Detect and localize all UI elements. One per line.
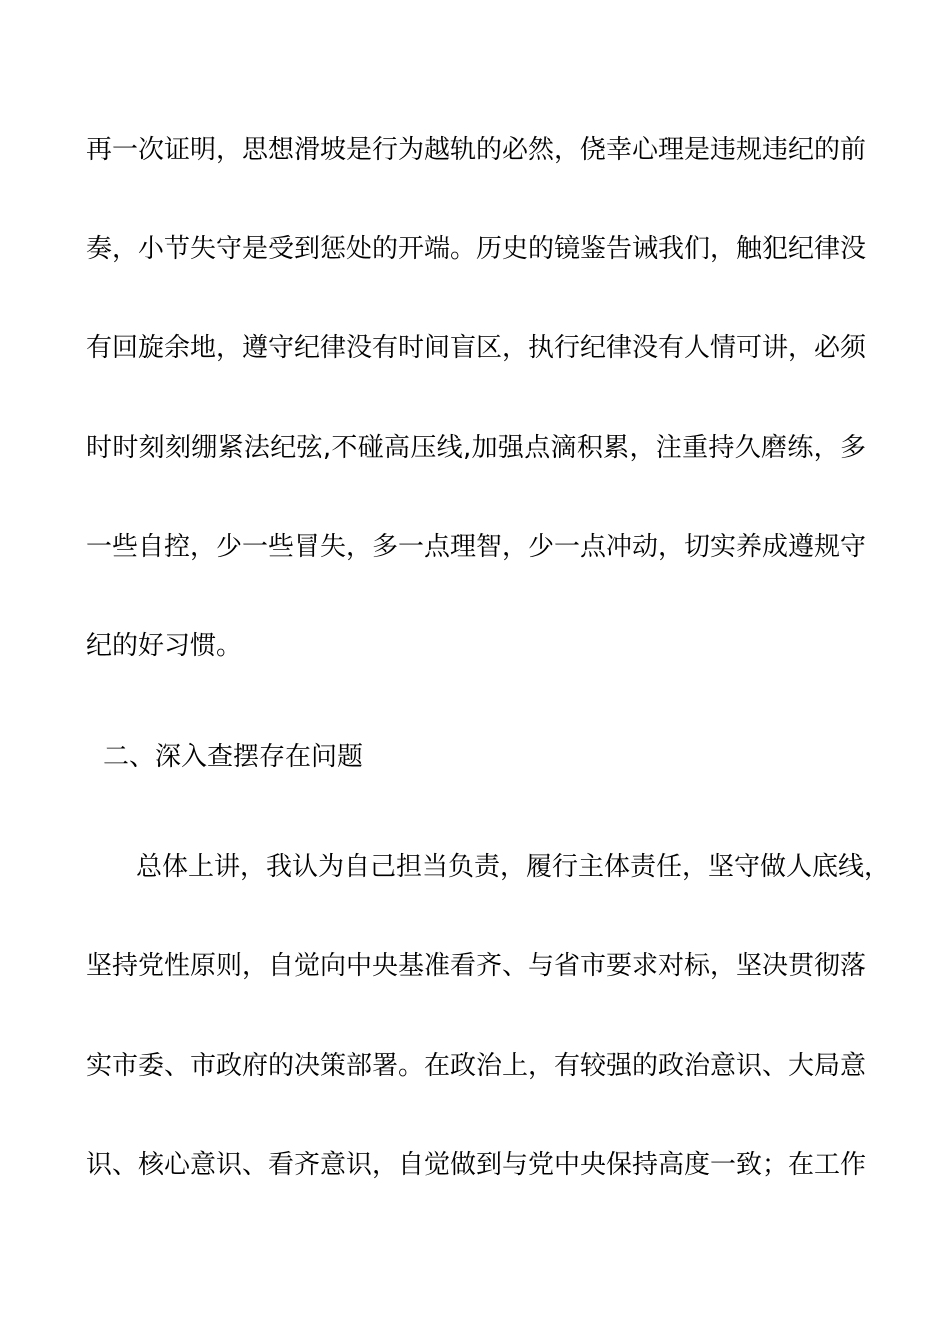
paragraph-line: 有回旋余地，遵守纪律没有时间盲区，执行纪律没有人情可讲，必须 — [86, 333, 867, 363]
paragraph-line: 再一次证明，思想滑坡是行为越轨的必然，侥幸心理是违规违纪的前 — [86, 135, 867, 165]
paragraph-line: 坚持党性原则，自觉向中央基准看齐、与省市要求对标，坚决贯彻落 — [86, 951, 867, 981]
paragraph-line: 总体上讲，我认为自己担当负责，履行主体责任，坚守做人底线， — [136, 852, 891, 882]
paragraph-line: 实市委、市政府的决策部署。在政治上，有较强的政治意识、大局意 — [86, 1051, 867, 1081]
paragraph-line: 识、核心意识、看齐意识，自觉做到与党中央保持高度一致；在工作 — [86, 1150, 867, 1180]
paragraph-line: 时时刻刻绷紧法纪弦,不碰高压线,加强点滴积累，注重持久磨练，多 — [86, 433, 866, 463]
section-heading: 二、深入查摆存在问题 — [103, 742, 364, 772]
paragraph-line: 一些自控，少一些冒失，多一点理智，少一点冲动，切实养成遵规守 — [86, 532, 867, 562]
paragraph-line: 奏，小节失守是受到惩处的开端。历史的镜鉴告诫我们，触犯纪律没 — [86, 234, 867, 264]
paragraph-line: 纪的好习惯。 — [86, 631, 243, 661]
